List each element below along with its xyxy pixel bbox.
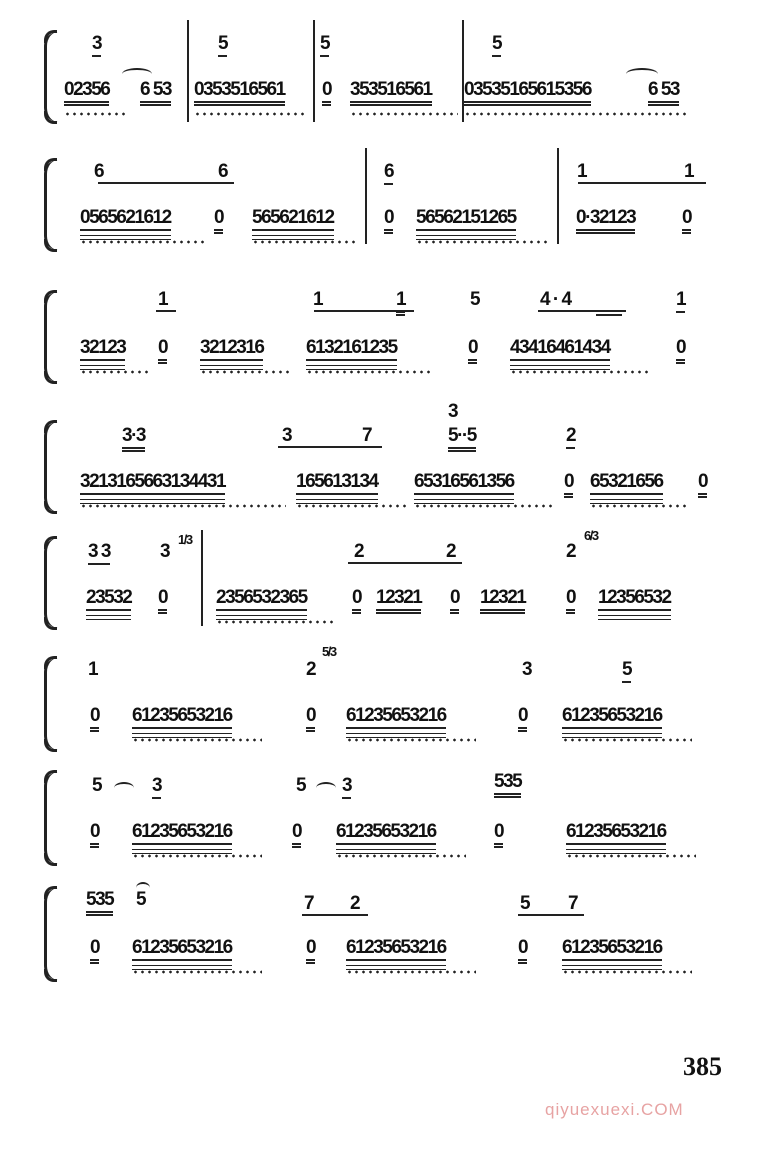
top-note: 1	[313, 289, 323, 310]
top-note: 2	[306, 659, 316, 680]
tie-line	[596, 314, 622, 316]
top-note: 5	[622, 660, 631, 683]
bottom-notes: 353516561	[350, 80, 432, 106]
octave-dots	[80, 370, 148, 374]
system-brace	[44, 658, 61, 750]
slide-mark	[114, 782, 134, 794]
bottom-notes: 0	[352, 588, 361, 614]
top-note: 5	[92, 775, 102, 796]
top-note: 5	[218, 34, 227, 57]
tie-line	[578, 182, 706, 184]
bottom-notes: 12356532	[598, 588, 671, 611]
score-system-2	[0, 148, 760, 258]
bottom-notes: 0	[518, 706, 527, 732]
top-note: 5	[470, 289, 480, 310]
top-note: 5··5	[448, 426, 476, 452]
tie-line	[538, 310, 626, 312]
bottom-notes: 61235653216	[346, 938, 446, 961]
top-note: 7	[362, 425, 372, 446]
tie-line	[278, 446, 382, 448]
top-note: 1	[88, 659, 98, 680]
bottom-notes: 0	[90, 822, 99, 848]
top-note: 6	[384, 162, 393, 185]
bottom-notes: 0	[306, 706, 315, 732]
bottom-notes: 0	[682, 208, 691, 234]
grace-note: 1/3	[178, 532, 192, 547]
octave-dots	[414, 504, 554, 508]
top-note: 2	[566, 426, 575, 449]
octave-dots	[416, 240, 550, 244]
top-note: 1	[676, 290, 685, 313]
octave-dots	[216, 620, 336, 624]
octave-dots	[200, 370, 290, 374]
bottom-notes: 23532	[86, 588, 131, 611]
bottom-notes: 0565621612	[80, 208, 171, 231]
bottom-notes: 2356532365	[216, 588, 307, 611]
system-brace	[44, 160, 61, 250]
octave-dots	[336, 854, 466, 858]
barline	[313, 20, 315, 122]
barline	[462, 20, 464, 122]
score-system-5	[0, 522, 760, 642]
top-note: 5	[136, 889, 146, 910]
octave-dots	[80, 240, 206, 244]
barline	[557, 148, 559, 244]
slide-mark	[316, 782, 336, 794]
octave-dots	[562, 738, 692, 742]
bottom-notes: 12321	[376, 588, 421, 614]
tie-line	[518, 914, 584, 916]
octave-dots	[350, 112, 458, 116]
bottom-notes: 0	[676, 338, 685, 364]
top-note: 4 · 4	[540, 289, 571, 310]
top-note: 1	[684, 161, 694, 182]
bottom-notes: 0·32123	[576, 208, 635, 234]
top-note: 5	[520, 893, 530, 914]
bottom-notes: 65321656	[590, 472, 663, 495]
top-note: 3	[282, 425, 292, 446]
top-note: 1	[158, 289, 168, 310]
grace-note: 6/3	[584, 528, 598, 543]
top-note: 3·3	[122, 426, 145, 452]
bottom-notes: 65316561356	[414, 472, 514, 495]
bottom-notes: 0	[158, 588, 167, 614]
bottom-notes: 61235653216	[566, 822, 666, 845]
bottom-notes: 0	[494, 822, 503, 848]
watermark: qiyuexuexi.COM	[545, 1100, 684, 1119]
score-system-7	[0, 762, 760, 874]
octave-dots	[566, 854, 696, 858]
tie-line	[98, 182, 234, 184]
bottom-notes: 0	[468, 338, 477, 364]
system-brace	[44, 292, 61, 382]
octave-dots	[64, 112, 128, 116]
score-system-1	[0, 20, 760, 130]
top-note: 2	[350, 893, 360, 914]
octave-dots	[346, 970, 476, 974]
octave-dots	[306, 370, 434, 374]
octave-dots	[464, 112, 690, 116]
bottom-notes: 6 53	[140, 80, 171, 106]
bottom-notes: 32123	[80, 338, 125, 361]
top-note: 5	[296, 775, 306, 796]
bottom-notes: 0	[292, 822, 301, 848]
page-number: 385	[683, 1052, 722, 1081]
system-brace	[44, 772, 61, 864]
system-brace	[44, 32, 61, 122]
octave-dots	[510, 370, 650, 374]
bottom-notes: 0	[518, 938, 527, 964]
top-note: 3	[160, 541, 170, 562]
bottom-notes: 61235653216	[132, 706, 232, 729]
bottom-notes: 43416461434	[510, 338, 610, 361]
top-note: 1	[577, 161, 587, 182]
octave-dots	[132, 854, 262, 858]
system-brace	[44, 538, 61, 628]
bottom-notes: 6 53	[648, 80, 679, 106]
fermata	[136, 882, 150, 894]
top-note: 6	[218, 161, 228, 182]
tie-line	[348, 562, 462, 564]
top-note: 535	[494, 772, 521, 798]
top-note: 2	[446, 541, 456, 562]
octave-dots	[296, 504, 406, 508]
system-brace	[44, 422, 61, 512]
bottom-notes: 0	[158, 338, 167, 364]
bottom-notes: 0	[322, 80, 331, 106]
barline	[365, 148, 367, 244]
grace-note: 5/3	[322, 644, 336, 659]
bottom-notes: 3212316	[200, 338, 263, 361]
top-note: 535	[86, 890, 113, 916]
score-system-6	[0, 644, 760, 758]
bottom-notes: 61235653216	[562, 706, 662, 729]
octave-dots	[252, 240, 356, 244]
bottom-notes: 0	[90, 938, 99, 964]
top-note: 3 3	[88, 542, 110, 565]
barline	[187, 20, 189, 122]
tie-line	[156, 310, 176, 312]
top-note: 3	[92, 34, 101, 57]
bottom-notes: 0	[450, 588, 459, 614]
bottom-notes: 0	[306, 938, 315, 964]
bottom-notes: 6132161235	[306, 338, 397, 361]
top-note: 5	[320, 34, 329, 57]
system-brace	[44, 888, 61, 980]
score-system-3	[0, 280, 760, 390]
bottom-notes: 0353516561	[194, 80, 285, 106]
bottom-notes: 0	[566, 588, 575, 614]
bottom-notes: 565621612	[252, 208, 334, 231]
bottom-notes: 0	[90, 706, 99, 732]
top-note: 3	[152, 776, 161, 799]
octave-dots	[132, 738, 262, 742]
octave-dots	[346, 738, 476, 742]
bottom-notes: 0	[564, 472, 573, 498]
bottom-notes: 56562151265	[416, 208, 516, 231]
top-note: 7	[568, 893, 578, 914]
bottom-notes: 0	[214, 208, 223, 234]
tie-line	[302, 914, 368, 916]
top-note: 5	[492, 34, 501, 57]
score-system-4	[0, 400, 760, 520]
bottom-notes: 165613134	[296, 472, 378, 495]
bottom-notes: 03535165615356	[464, 80, 591, 106]
top-note: 3	[448, 401, 458, 422]
top-note: 3	[522, 659, 532, 680]
score-system-8	[0, 878, 760, 988]
bottom-notes: 61235653216	[132, 938, 232, 961]
octave-dots	[132, 970, 262, 974]
top-note: 2	[566, 541, 576, 562]
bottom-notes: 12321	[480, 588, 525, 614]
top-note: 2	[354, 541, 364, 562]
top-note: 7	[304, 893, 314, 914]
bottom-notes: 3213165663134431	[80, 472, 225, 495]
bottom-notes: 61235653216	[562, 938, 662, 961]
top-note: 3	[342, 776, 351, 799]
bottom-notes: 61235653216	[336, 822, 436, 845]
bottom-notes: 02356	[64, 80, 109, 106]
bottom-notes: 61235653216	[132, 822, 232, 845]
bottom-notes: 0	[698, 472, 707, 498]
bottom-notes: 61235653216	[346, 706, 446, 729]
barline	[201, 530, 203, 626]
octave-dots	[590, 504, 690, 508]
octave-dots	[562, 970, 692, 974]
octave-dots	[80, 504, 286, 508]
octave-dots	[194, 112, 306, 116]
top-note: 6	[94, 161, 104, 182]
bottom-notes: 0	[384, 208, 393, 234]
top-note: 1	[396, 290, 405, 316]
